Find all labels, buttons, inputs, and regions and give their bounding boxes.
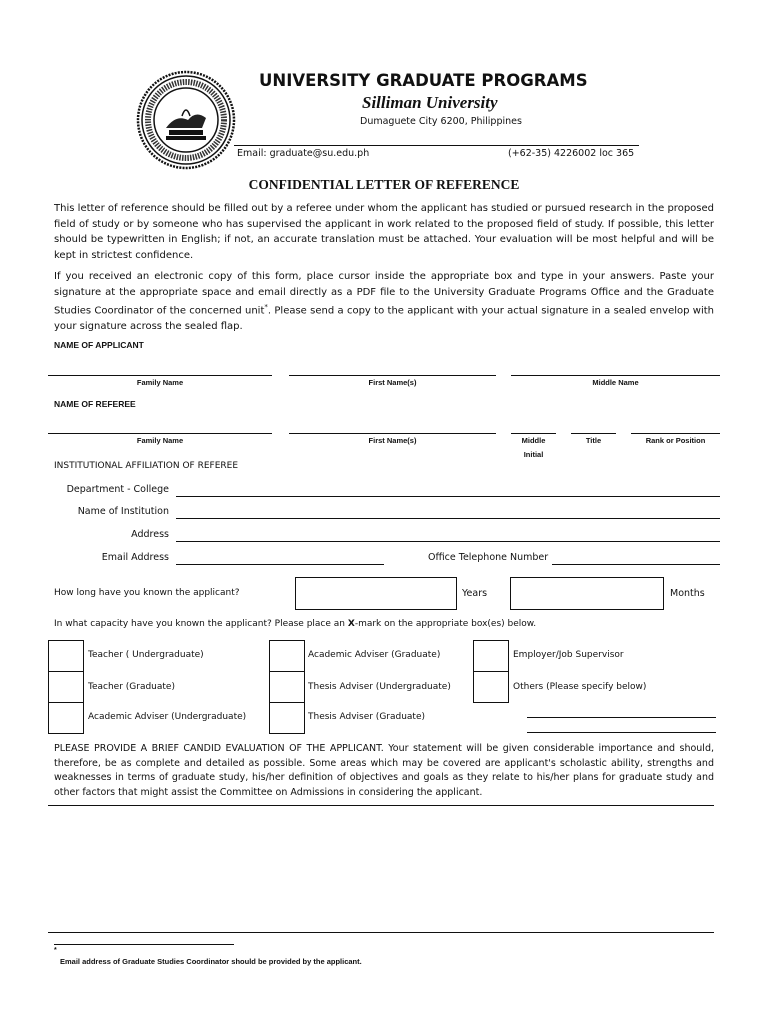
header-email: Email: graduate@su.edu.ph bbox=[237, 148, 370, 159]
address-line[interactable] bbox=[176, 541, 720, 542]
applicant-family-line[interactable] bbox=[48, 375, 272, 376]
checkbox-academic-adviser-grad[interactable] bbox=[269, 640, 305, 672]
referee-title-line[interactable] bbox=[571, 433, 616, 434]
header-title: UNIVERSITY GRADUATE PROGRAMS bbox=[259, 71, 588, 90]
evaluation-instructions: PLEASE PROVIDE A BRIEF CANDID EVALUATION OF THE APPLICANT. Your statement will be given considerable importance and should, therefore, be as complete and detailed as possible. Some areas which may be covered are applicant's scholastic ability, strengths and weaknesses in terms of graduate study, his/her definition of objectives and goals as they relate to his/her plans for graduate study and other factors that might assist the Committee on Admissions in considering the applicant. bbox=[54, 743, 714, 798]
instructions-text-a: If you received an electronic copy of this form, place cursor inside the appropriate box and type in your answers. Paste your signature at the appropriate space and email directly as a PDF file to the University Graduate Programs Office and the Graduate Studies Coordinator of the concerned unit bbox=[54, 271, 714, 317]
months-label: Months bbox=[670, 588, 705, 599]
evaluation-text-area[interactable] bbox=[48, 806, 714, 932]
applicant-first-line[interactable] bbox=[289, 375, 496, 376]
option-employer: Employer/Job Supervisor bbox=[513, 650, 624, 660]
referee-family-label: Family Name bbox=[136, 436, 184, 445]
checkbox-others[interactable] bbox=[473, 671, 509, 703]
checkbox-academic-adviser-undergrad[interactable] bbox=[48, 702, 84, 734]
others-specify-line-1[interactable] bbox=[527, 717, 716, 718]
known-question: How long have you known the applicant? bbox=[54, 588, 240, 598]
applicant-middle-label: Middle Name bbox=[592, 378, 639, 387]
capacity-question bbox=[54, 619, 536, 629]
footnote-rule bbox=[54, 944, 234, 945]
years-label: Years bbox=[462, 588, 488, 599]
university-name: Silliman University bbox=[362, 93, 498, 112]
referee-rank-label: Rank or Position bbox=[645, 436, 706, 445]
referee-rank-line[interactable] bbox=[631, 433, 720, 434]
affiliation-section-label: INSTITUTIONAL AFFILIATION OF REFEREE bbox=[54, 461, 239, 471]
checkbox-employer[interactable] bbox=[473, 640, 509, 672]
referee-title-label: Title bbox=[585, 436, 602, 445]
referee-middle-label-2: Initial bbox=[523, 450, 544, 459]
referee-first-line[interactable] bbox=[289, 433, 496, 434]
capacity-question-a: In what capacity have you known the applicant? Please place an bbox=[54, 619, 348, 629]
checkbox-teacher-grad[interactable] bbox=[48, 671, 84, 703]
applicant-family-label: Family Name bbox=[136, 378, 184, 387]
option-others: Others (Please specify below) bbox=[513, 682, 647, 692]
email-line[interactable] bbox=[176, 564, 384, 565]
referee-middle-line[interactable] bbox=[511, 433, 556, 434]
institution-label: Name of Institution bbox=[77, 506, 169, 517]
option-academic-adviser-undergrad: Academic Adviser (Undergraduate) bbox=[88, 712, 247, 722]
applicant-middle-line[interactable] bbox=[511, 375, 720, 376]
address-label: Address bbox=[131, 529, 169, 540]
institution-line[interactable] bbox=[176, 518, 720, 519]
applicant-first-label: First Name(s) bbox=[368, 378, 417, 387]
capacity-question-x: X bbox=[347, 619, 355, 629]
header-rule bbox=[234, 145, 639, 146]
footnote-text: Email address of Graduate Studies Coordinator should be provided by the applicant. bbox=[60, 957, 362, 966]
capacity-question-b: -mark on the appropriate box(es) below. bbox=[354, 619, 537, 629]
checkbox-thesis-adviser-undergrad[interactable] bbox=[269, 671, 305, 703]
referee-middle-label: Middle bbox=[521, 436, 546, 445]
option-thesis-adviser-undergrad: Thesis Adviser (Undergraduate) bbox=[308, 682, 451, 692]
university-seal bbox=[136, 70, 236, 170]
header-phone: (+62-35) 4226002 loc 365 bbox=[508, 148, 635, 159]
applicant-section-label: NAME OF APPLICANT bbox=[54, 340, 144, 350]
footnote-ref: * bbox=[264, 303, 268, 311]
years-input-box[interactable] bbox=[295, 577, 457, 610]
department-label: Department - College bbox=[66, 484, 169, 495]
months-input-box[interactable] bbox=[510, 577, 664, 610]
email-label: Email Address bbox=[101, 552, 169, 563]
others-specify-line-2[interactable] bbox=[527, 732, 716, 733]
option-teacher-undergrad: Teacher ( Undergraduate) bbox=[88, 650, 204, 660]
instructions-paragraph bbox=[54, 269, 714, 334]
checkbox-thesis-adviser-grad[interactable] bbox=[269, 702, 305, 734]
department-line[interactable] bbox=[176, 496, 720, 497]
option-thesis-adviser-grad: Thesis Adviser (Graduate) bbox=[308, 712, 426, 722]
referee-first-label: First Name(s) bbox=[368, 436, 417, 445]
referee-section-label: NAME OF REFEREE bbox=[54, 399, 136, 409]
document-heading: CONFIDENTIAL LETTER OF REFERENCE bbox=[248, 177, 520, 192]
option-academic-adviser-grad: Academic Adviser (Graduate) bbox=[308, 650, 441, 660]
checkbox-teacher-undergrad[interactable] bbox=[48, 640, 84, 672]
university-address: Dumaguete City 6200, Philippines bbox=[360, 116, 522, 127]
option-teacher-grad: Teacher (Graduate) bbox=[88, 682, 175, 692]
evaluation-bottom-rule bbox=[48, 932, 714, 933]
office-phone-label: Office Telephone Number bbox=[428, 552, 549, 563]
intro-paragraph: This letter of reference should be filled out by a referee under whom the applicant has studied or pursued research in the proposed field of study or by someone who has supervised the applicant in work related to the proposed field of study. If possible, this letter should be typewritten in English; if not, an accurate translation must be attached. Your evaluation will be most helpful and will be kept in strictest confidence. bbox=[54, 203, 714, 261]
referee-family-line[interactable] bbox=[48, 433, 272, 434]
footnote-mark: * bbox=[54, 947, 57, 954]
instructions-text-b: . Please send a copy to the applicant with your actual signature in a sealed envelop with your signature across the sealed flap. bbox=[54, 305, 714, 332]
office-phone-line[interactable] bbox=[552, 564, 720, 565]
